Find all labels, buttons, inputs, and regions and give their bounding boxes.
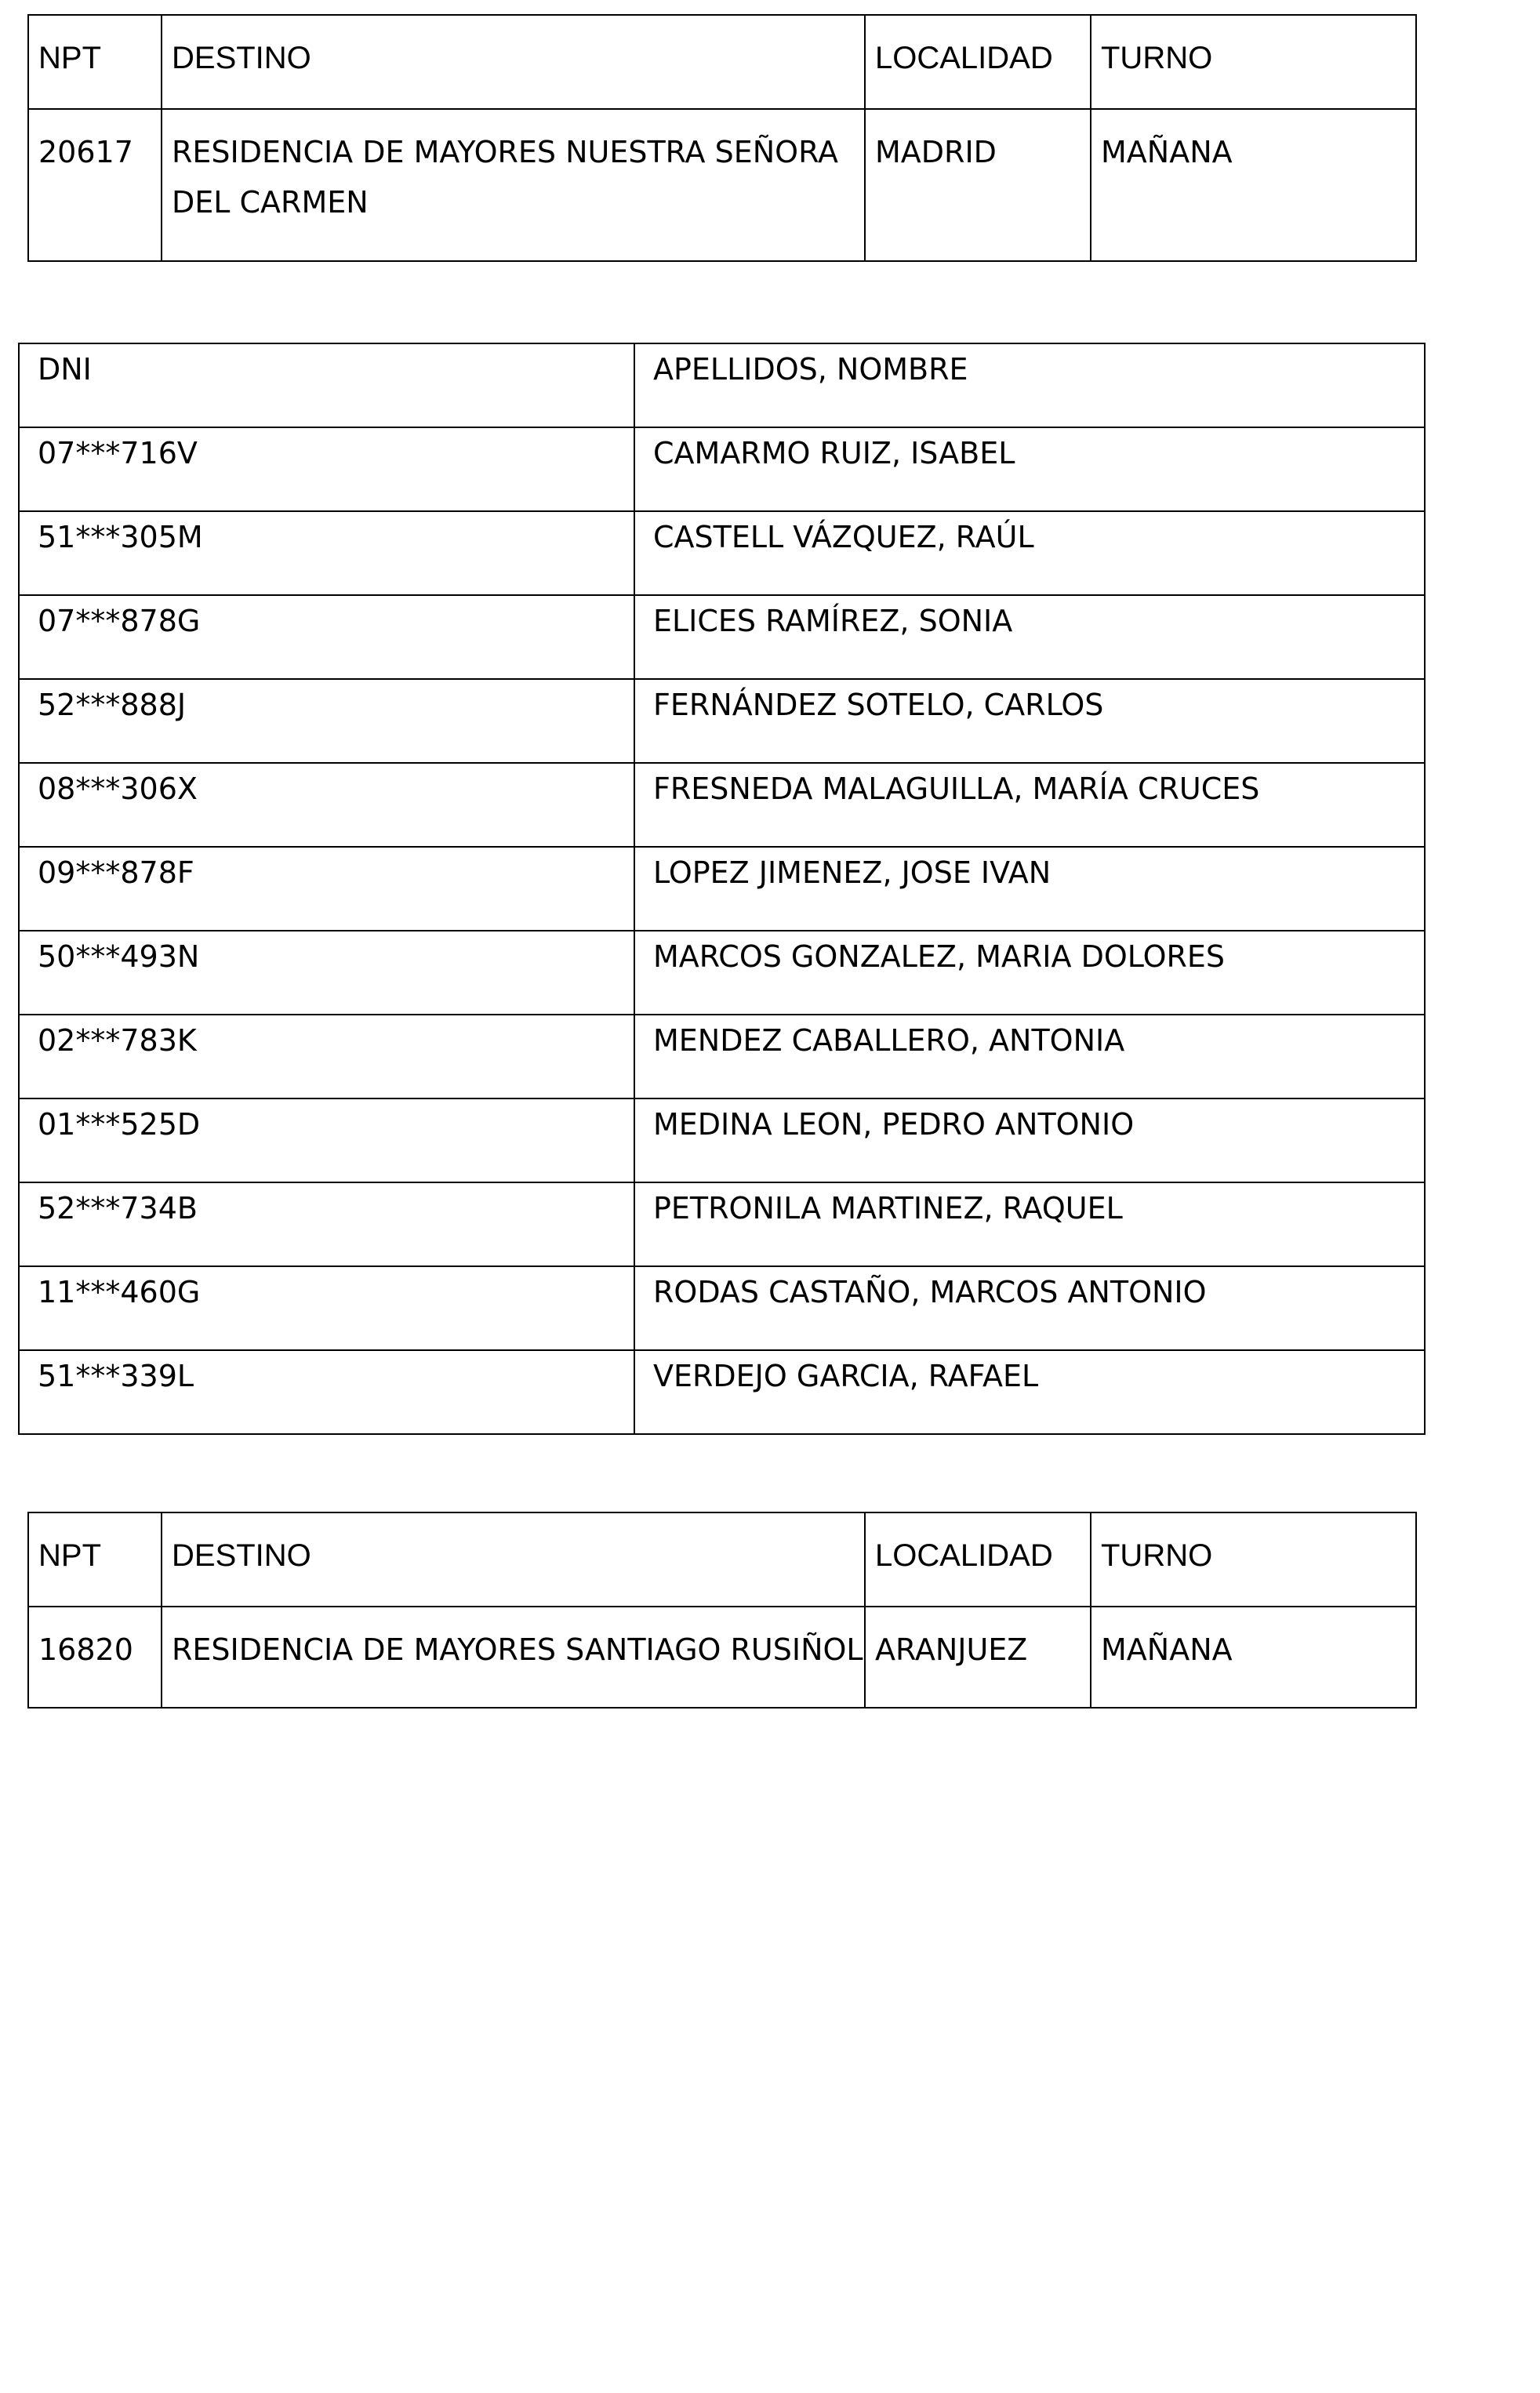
header-apellidos-nombre: APELLIDOS, NOMBRE <box>634 343 1425 427</box>
cell-localidad: MADRID <box>865 109 1091 261</box>
people-table-header-row <box>19 343 1425 427</box>
header-turno: TURNO <box>1091 15 1416 109</box>
cell-apellidos-nombre: CASTELL VÁZQUEZ, RAÚL <box>634 511 1425 595</box>
table-row <box>19 595 1425 679</box>
table-row <box>19 1182 1425 1266</box>
header-dni: DNI <box>19 343 634 427</box>
table-row <box>19 847 1425 931</box>
header-localidad: LOCALIDAD <box>865 1512 1091 1607</box>
cell-apellidos-nombre: RODAS CASTAÑO, MARCOS ANTONIO <box>634 1266 1425 1350</box>
header-turno: TURNO <box>1091 1512 1416 1607</box>
cell-apellidos-nombre: CAMARMO RUIZ, ISABEL <box>634 427 1425 511</box>
cell-dni: 08***306X <box>19 763 634 847</box>
cell-dni: 07***716V <box>19 427 634 511</box>
cell-localidad: ARANJUEZ <box>865 1607 1091 1708</box>
table-row <box>19 427 1425 511</box>
cell-dni: 02***783K <box>19 1015 634 1098</box>
destino-table-1-data-row <box>28 109 1416 261</box>
cell-apellidos-nombre: MARCOS GONZALEZ, MARIA DOLORES <box>634 931 1425 1015</box>
header-npt: NPT <box>28 1512 162 1607</box>
cell-turno: MAÑANA <box>1091 109 1416 261</box>
cell-apellidos-nombre: MENDEZ CABALLERO, ANTONIA <box>634 1015 1425 1098</box>
destino-table-2 <box>27 1512 1417 1709</box>
destino-table-1 <box>27 14 1417 262</box>
table-row <box>19 1098 1425 1182</box>
cell-dni: 52***888J <box>19 679 634 763</box>
cell-apellidos-nombre: FRESNEDA MALAGUILLA, MARÍA CRUCES <box>634 763 1425 847</box>
cell-dni: 09***878F <box>19 847 634 931</box>
cell-dni: 51***305M <box>19 511 634 595</box>
table-row <box>19 1015 1425 1098</box>
cell-apellidos-nombre: ELICES RAMÍREZ, SONIA <box>634 595 1425 679</box>
table-row <box>19 763 1425 847</box>
header-npt: NPT <box>28 15 162 109</box>
table-row <box>19 511 1425 595</box>
header-destino: DESTINO <box>162 1512 865 1607</box>
cell-destino: RESIDENCIA DE MAYORES NUESTRA SEÑORA DEL CARMEN <box>162 109 865 261</box>
table-row <box>19 1266 1425 1350</box>
cell-dni: 11***460G <box>19 1266 634 1350</box>
table-row <box>19 931 1425 1015</box>
cell-turno: MAÑANA <box>1091 1607 1416 1708</box>
people-table <box>18 343 1426 1435</box>
cell-destino: RESIDENCIA DE MAYORES SANTIAGO RUSIÑOL <box>162 1607 865 1708</box>
cell-dni: 50***493N <box>19 931 634 1015</box>
people-table-body <box>19 427 1425 1434</box>
cell-apellidos-nombre: FERNÁNDEZ SOTELO, CARLOS <box>634 679 1425 763</box>
cell-dni: 52***734B <box>19 1182 634 1266</box>
table-row <box>19 679 1425 763</box>
cell-dni: 51***339L <box>19 1350 634 1434</box>
destino-table-2-data-row <box>28 1607 1416 1708</box>
cell-apellidos-nombre: LOPEZ JIMENEZ, JOSE IVAN <box>634 847 1425 931</box>
table-row <box>19 1350 1425 1434</box>
header-destino: DESTINO <box>162 15 865 109</box>
cell-apellidos-nombre: PETRONILA MARTINEZ, RAQUEL <box>634 1182 1425 1266</box>
header-localidad: LOCALIDAD <box>865 15 1091 109</box>
cell-apellidos-nombre: VERDEJO GARCIA, RAFAEL <box>634 1350 1425 1434</box>
cell-npt: 16820 <box>28 1607 162 1708</box>
destino-table-1-header-row <box>28 15 1416 109</box>
cell-dni: 01***525D <box>19 1098 634 1182</box>
cell-dni: 07***878G <box>19 595 634 679</box>
destino-table-2-header-row <box>28 1512 1416 1607</box>
cell-npt: 20617 <box>28 109 162 261</box>
cell-apellidos-nombre: MEDINA LEON, PEDRO ANTONIO <box>634 1098 1425 1182</box>
